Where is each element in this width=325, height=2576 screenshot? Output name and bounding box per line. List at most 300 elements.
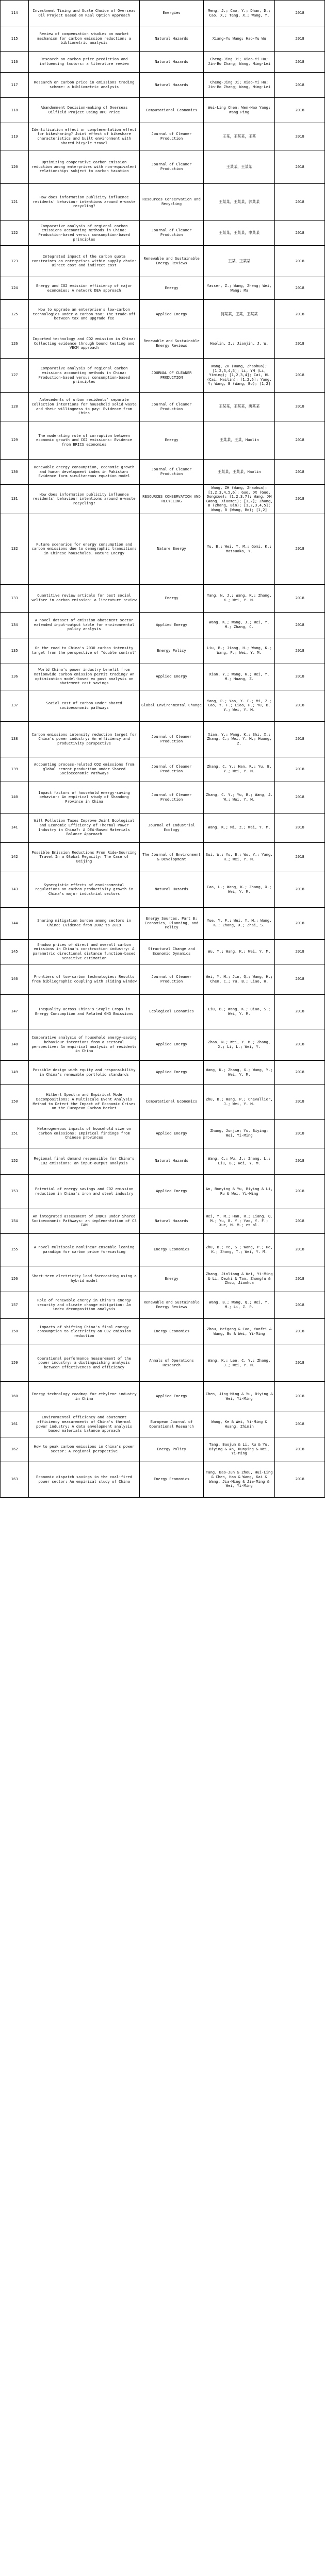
- journal-name: European Journal of Operational Research: [139, 1412, 203, 1437]
- journal-name: Energy: [139, 421, 203, 460]
- journal-name: Applied Energy: [139, 1381, 203, 1412]
- paper-title: Integrated impact of the carbon quota constraints on enterprises within supply chain: Direct cost and indirect cost: [29, 246, 140, 277]
- publication-year: 2018: [275, 1266, 325, 1292]
- table-row: [1, 1292, 325, 1318]
- table-row: [1, 782, 325, 813]
- publication-year: 2018: [275, 1060, 325, 1084]
- paper-title: Shadow prices of direct and overall carbon emissions in China's construction industry: A parametric directional distance function-based sensitive estimation: [29, 939, 140, 964]
- paper-title: Economic dispatch savings in the coal-fired power sector: An empirical study of China: [29, 1462, 140, 1497]
- publication-year: 2018: [275, 359, 325, 393]
- journal-name: Energies: [139, 1, 203, 26]
- row-number: 141: [1, 813, 29, 842]
- table-row: [1, 73, 325, 98]
- author-list: Liu, B.; Wang, K.; Qiao, S.; Wei, Y. M.: [204, 994, 275, 1029]
- journal-name: Structural Change and Economic Dynamics: [139, 939, 203, 964]
- publication-year: 2018: [275, 690, 325, 721]
- table-row: [1, 1462, 325, 1497]
- journal-name: Natural Hazards: [139, 26, 203, 52]
- row-number: 156: [1, 1266, 29, 1292]
- publication-year: 2018: [275, 246, 325, 277]
- author-list: Yasser, Z.; Wang, Zheng; Wei, Wang; Ma: [204, 277, 275, 300]
- paper-title: Comparative analysis of household energy-saving behaviour intentions from a sectoral perspective: An empirical analysis of residents in China: [29, 1029, 140, 1060]
- publication-year: 2018: [275, 98, 325, 123]
- journal-name: Ecological Economics: [139, 994, 203, 1029]
- paper-title: A novel dataset of emission abatement sector extended input-output table for environmental policy analysis: [29, 612, 140, 638]
- paper-title: A novel multiscale nonlinear ensemble leaning paradigm for carbon price forecasting: [29, 1233, 140, 1266]
- row-number: 114: [1, 1, 29, 26]
- row-number: 142: [1, 842, 29, 872]
- paper-title: Abandonment Decision-making of Overseas Oilfield Project Using RPO Price: [29, 98, 140, 123]
- publication-year: 2018: [275, 1174, 325, 1209]
- journal-name: Applied Energy: [139, 1119, 203, 1148]
- publication-year: 2018: [275, 485, 325, 514]
- paper-title: Social cost of carbon under shared socioeconomic pathways: [29, 690, 140, 721]
- row-number: 124: [1, 277, 29, 300]
- publication-year: 2018: [275, 1318, 325, 1345]
- author-list: Zhao, N.; Wei, Y. M.; Zhang, X.; Li, L.; Wei, Y.: [204, 1029, 275, 1060]
- paper-title: Future scenarios for energy consumption and carbon emissions due to demographic transitions in Chinese households. Nature Energy: [29, 514, 140, 584]
- journal-name: Journal of Cleaner Production: [139, 221, 203, 246]
- paper-title: Energy technology roadmap for ethylene industry in China: [29, 1381, 140, 1412]
- journal-name: Energy: [139, 1266, 203, 1292]
- paper-title: Synergistic effects of environmental regulations on carbon productivity growth in China's major industrial sectors: [29, 872, 140, 907]
- table-row: [1, 300, 325, 329]
- paper-title: Antecedents of urban residents' separate collection intentions for household solid waste and their willingness to pay: Evidence from China: [29, 393, 140, 421]
- paper-title: Carbon emissions intensity reduction target for China's power industry: An efficiency and productivity perspective: [29, 721, 140, 757]
- row-number: 143: [1, 872, 29, 907]
- journal-name: Renewable and Sustainable Energy Reviews: [139, 329, 203, 359]
- paper-title: Research on carbon price prediction and influencing factors: a literature review: [29, 52, 140, 73]
- table-row: [1, 1209, 325, 1233]
- paper-title: How to upgrade an enterprise's low-carbon technologies under a carbon tax: The trade-off between tax and upgrade fee: [29, 300, 140, 329]
- publication-year: 2018: [275, 73, 325, 98]
- row-number: 161: [1, 1412, 29, 1437]
- journal-name: Journal of Cleaner Production: [139, 782, 203, 813]
- row-number: 163: [1, 1462, 29, 1497]
- table-body: [1, 1, 325, 1498]
- row-number: 159: [1, 1345, 29, 1381]
- row-number: 120: [1, 150, 29, 184]
- row-number: 138: [1, 721, 29, 757]
- table-row: [1, 1266, 325, 1292]
- journal-name: JOURNAL OF CLEANER PRODUCTION: [139, 359, 203, 393]
- author-list: Xian, Y.; Wang, K.; Wei, Y. M.; Huang, Z.: [204, 664, 275, 690]
- journal-name: Applied Energy: [139, 1174, 203, 1209]
- publication-year: 2018: [275, 1, 325, 26]
- row-number: 117: [1, 73, 29, 98]
- table-row: [1, 1437, 325, 1462]
- author-list: Wei, Y. M.; Jin, Q.; Wang, H.; Chen, C.; Yu, B.; Liao, H.: [204, 964, 275, 994]
- table-row: [1, 1084, 325, 1119]
- table-row: [1, 460, 325, 485]
- publication-year: 2018: [275, 1209, 325, 1233]
- paper-title: Comparative analysis of regional carbon emissions accounting methods in China: Production-based versus consumption-based principles: [29, 359, 140, 393]
- journal-name: Nature Energy: [139, 514, 203, 584]
- publication-year: 2018: [275, 1292, 325, 1318]
- row-number: 144: [1, 907, 29, 939]
- journal-name: The Journal of Environment & Development: [139, 842, 203, 872]
- journal-name: Applied Energy: [139, 1029, 203, 1060]
- journal-name: Computational Economics: [139, 98, 203, 123]
- paper-title: Impact factors of household energy-saving behavior: An empirical study of Shandong Province in China: [29, 782, 140, 813]
- table-row: [1, 757, 325, 782]
- table-row: [1, 1345, 325, 1381]
- row-number: 151: [1, 1119, 29, 1148]
- publication-year: 2018: [275, 1084, 325, 1119]
- paper-title: Sharing mitigation burden among sectors in China: Evidence from 2002 to 2019: [29, 907, 140, 939]
- journal-name: Journal of Cleaner Production: [139, 964, 203, 994]
- author-list: 王某，王某某，王某: [204, 123, 275, 150]
- paper-title: World China's power industry benefit from nationwide carbon emission permit trading? An optimization model-based ex post analysis on abatement cost savings: [29, 664, 140, 690]
- publication-year: 2018: [275, 1233, 325, 1266]
- row-number: 157: [1, 1292, 29, 1318]
- table-row: [1, 842, 325, 872]
- publication-year: 2018: [275, 1381, 325, 1412]
- table-row: [1, 964, 325, 994]
- table-row: [1, 690, 325, 721]
- author-list: Zhou, Meigang & Cao, Yunfei & Wang, Bo & Wei, Yi-Ming: [204, 1318, 275, 1345]
- publication-year: 2018: [275, 221, 325, 246]
- row-number: 135: [1, 638, 29, 664]
- table-row: [1, 1029, 325, 1060]
- publication-year: 2018: [275, 26, 325, 52]
- publication-year: 2018: [275, 1345, 325, 1381]
- table-row: [1, 1060, 325, 1084]
- author-list: 王某，王某某: [204, 246, 275, 277]
- author-list: Meng, J.; Cao, Y.; Dhan, D.; Cao, X.; Teng, X.; Wang, Y.: [204, 1, 275, 26]
- author-list: 何某某，王某，王某某: [204, 300, 275, 329]
- author-list: Chen, Jing-Ming & Yu, Biying & Wei, Yi-Ming: [204, 1381, 275, 1412]
- author-list: Tang, Baojun & Li, Ru & Yu, Biying & An, Runying & Wei, Yi-Ming: [204, 1437, 275, 1462]
- publication-year: 2018: [275, 638, 325, 664]
- row-number: 158: [1, 1318, 29, 1345]
- journal-name: Journal of Cleaner Production: [139, 150, 203, 184]
- table-row: [1, 359, 325, 393]
- journal-name: Renewable and Sustainable Energy Reviews: [139, 246, 203, 277]
- row-number: 122: [1, 221, 29, 246]
- paper-title: Energy and CO2 emission efficiency of major economies: A network DEA approach: [29, 277, 140, 300]
- table-row: [1, 1, 325, 26]
- paper-title: Renewable energy consumption, economic growth and human development index in Pakistan: Evidence form simultaneous equation model: [29, 460, 140, 485]
- publication-year: 2018: [275, 1412, 325, 1437]
- author-list: Wang, ZH (Wang, Zhaohua); [1,2,3,4,5]; Li, YM (Li, Yiming); [1,2,3,4]; Cai, HL (Cai, Hailin); [1,2,6]; Yang, Y; Wang, B (Wang, Bo); [1,2]: [204, 359, 275, 393]
- journal-name: Energy Economics: [139, 1462, 203, 1497]
- journal-name: Global Environmental Change: [139, 690, 203, 721]
- table-row: [1, 721, 325, 757]
- publication-year: 2018: [275, 872, 325, 907]
- table-row: [1, 813, 325, 842]
- journal-name: Journal of Industrial Ecology: [139, 813, 203, 842]
- journal-name: Energy Policy: [139, 1437, 203, 1462]
- author-list: Liu, B.; Jiang, H.; Wang, K.; Wang, P.; Wei, Y. M.: [204, 638, 275, 664]
- row-number: 123: [1, 246, 29, 277]
- author-list: Wang, K.; Lee, C. Y.; Zhang, J.; Wei, Y. M.: [204, 1345, 275, 1381]
- paper-title: Heterogeneous impacts of household size on carbon emissions: Empirical findings from Chinese provinces: [29, 1119, 140, 1148]
- row-number: 127: [1, 359, 29, 393]
- paper-title: Hilbert Spectra and Empirical Mode Decompositions: A Multiscale Event Analysis Method to Detect the Impact of Economic Crises on the European Carbon Market: [29, 1084, 140, 1119]
- publication-year: 2018: [275, 300, 325, 329]
- table-row: [1, 421, 325, 460]
- paper-title: How does information publicity influence residents' behaviour intentions around e-waste recycling?: [29, 184, 140, 221]
- journal-name: Energy Policy: [139, 638, 203, 664]
- paper-title: How does information publicity influence residents' behaviour intentions around e-waste recycling?: [29, 485, 140, 514]
- journal-name: Natural Hazards: [139, 1209, 203, 1233]
- author-list: Yang, N. J.; Wang, K.; Zhang, X.; Wei, Y. M.: [204, 584, 275, 612]
- row-number: 150: [1, 1084, 29, 1119]
- journal-name: Natural Hazards: [139, 73, 203, 98]
- row-number: 132: [1, 514, 29, 584]
- paper-title: Review of compensation studies on market mechanism for carbon emission reduction: a bibliometric analysis: [29, 26, 140, 52]
- table-row: [1, 1233, 325, 1266]
- row-number: 139: [1, 757, 29, 782]
- table-row: [1, 221, 325, 246]
- paper-title: Will Pollution Taxes Improve Joint Ecological and Economic Efficiency of Thermal Power Industry in China?: A DEA-Based Materials Balance Approach: [29, 813, 140, 842]
- author-list: Zhang, C. Y.; Han, R.; Yu, B. Y.; Wei, Y. M.: [204, 757, 275, 782]
- publication-year: 2018: [275, 514, 325, 584]
- author-list: An, Runying & Yu, Biying & Li, Ru & Wei, Yi-Ming: [204, 1174, 275, 1209]
- author-list: Yang, P.; Yao, Y. F.; Mi, Z.; Cao, Y. F.; Liao, H.; Yu, B. Y.; Wei, Y. M.: [204, 690, 275, 721]
- paper-title: Operational performance measurement of the power industry: a distinguishing analysis between effectiveness and efficiency: [29, 1345, 140, 1381]
- journal-name: Journal of Cleaner Production: [139, 123, 203, 150]
- author-list: 王某某，王某某，申某某: [204, 221, 275, 246]
- journal-name: Applied Energy: [139, 300, 203, 329]
- journal-name: Computational Economics: [139, 1084, 203, 1119]
- journal-name: Applied Energy: [139, 1060, 203, 1084]
- journal-name: Applied Energy: [139, 612, 203, 638]
- author-list: Wang, K.; Zhang, X.; Wang, Y.; Wei, Y. M.: [204, 1060, 275, 1084]
- publication-year: 2018: [275, 1437, 325, 1462]
- publication-year: 2018: [275, 1029, 325, 1060]
- author-list: Wang, C.; Wu, J.; Zhang, L.; Liu, B.; Wei, Y. M.: [204, 1148, 275, 1174]
- table-row: [1, 52, 325, 73]
- paper-title: Frontiers of low-carbon technologies: Results from bibliographic coupling with sliding window: [29, 964, 140, 994]
- paper-title: Short-term electricity load forecasting using a hybrid model: [29, 1266, 140, 1292]
- publication-year: 2018: [275, 584, 325, 612]
- row-number: 130: [1, 460, 29, 485]
- publication-year: 2018: [275, 1462, 325, 1497]
- journal-name: Journal of Cleaner Production: [139, 460, 203, 485]
- paper-title: Optimizing cooperative carbon emission reduction among enterprises with non-equivalent relationships subject to carbon taxation: [29, 150, 140, 184]
- author-list: Yu, B.; Wei, Y. M.; Gomi, K.; Matsuoka, Y.: [204, 514, 275, 584]
- journal-name: Applied Energy: [139, 664, 203, 690]
- row-number: 115: [1, 26, 29, 52]
- publication-year: 2018: [275, 184, 325, 221]
- publication-year: 2018: [275, 1119, 325, 1148]
- table-row: [1, 664, 325, 690]
- journal-name: Natural Hazards: [139, 872, 203, 907]
- publication-year: 2018: [275, 813, 325, 842]
- journal-name: Energy Economics: [139, 1233, 203, 1266]
- publication-year: 2018: [275, 782, 325, 813]
- author-list: 王某某，王某某，郭某某: [204, 184, 275, 221]
- row-number: 154: [1, 1209, 29, 1233]
- author-list: Cheng-Jing Ji; Xiao-Yi Hu; Jin-Bo Zhang; Wang, Ming-Lei: [204, 73, 275, 98]
- table-row: [1, 1381, 325, 1412]
- publication-year: 2018: [275, 1148, 325, 1174]
- publication-year: 2018: [275, 612, 325, 638]
- table-row: [1, 514, 325, 584]
- table-row: [1, 612, 325, 638]
- paper-title: Potential of energy savings and CO2 emission reduction in China's iron and steel industry: [29, 1174, 140, 1209]
- publication-year: 2018: [275, 277, 325, 300]
- journal-name: Natural Hazards: [139, 52, 203, 73]
- publication-year: 2018: [275, 842, 325, 872]
- table-row: [1, 994, 325, 1029]
- publication-year: 2018: [275, 664, 325, 690]
- paper-title: The moderating role of corruption between economic growth and CO2 emissions: Evidence from BRICS economies: [29, 421, 140, 460]
- row-number: 121: [1, 184, 29, 221]
- row-number: 133: [1, 584, 29, 612]
- table-row: [1, 1412, 325, 1437]
- journal-name: Journal of Cleaner Production: [139, 393, 203, 421]
- row-number: 136: [1, 664, 29, 690]
- table-row: [1, 638, 325, 664]
- author-list: Xian, Y.; Wang, K.; Shi, X.; Zhang, C.; Wei, Y. M.; Huang, Z.: [204, 721, 275, 757]
- publication-year: 2018: [275, 52, 325, 73]
- publication-year: 2018: [275, 329, 325, 359]
- publication-year: 2018: [275, 123, 325, 150]
- table-row: [1, 1119, 325, 1148]
- paper-title: Investment Timing and Scale Choice of Overseas Oil Project Based on Real Option Approach: [29, 1, 140, 26]
- author-list: Zhang, Junjie; Yu, Biying; Wei, Yi-Ming: [204, 1119, 275, 1148]
- table-row: [1, 485, 325, 514]
- paper-title: Possible Emission Reductions From Ride-Sourcing Travel In a Global Megacity: The Case of Beijing: [29, 842, 140, 872]
- paper-title: Identification effect or complementation effect for bikesharing? Joint effect of bikeshare characteristics and built environment with shared bicycle travel: [29, 123, 140, 150]
- author-list: Wang, K.; Mi, Z.; Wei, Y. M.: [204, 813, 275, 842]
- row-number: 149: [1, 1060, 29, 1084]
- paper-title: Role of renewable energy in China's energy security and climate change mitigation: An index decomposition analysis: [29, 1292, 140, 1318]
- paper-title: On the road to China's 2030 carbon intensity target from the perspective of "double control": [29, 638, 140, 664]
- paper-title: An integrated assessment of INDCs under Shared Socioeconomic Pathways: an implementation of C3 IAM: [29, 1209, 140, 1233]
- row-number: 145: [1, 939, 29, 964]
- author-list: Wang, B.; Wang, Q.; Wei, Y. M.; Li, Z. P.: [204, 1292, 275, 1318]
- author-list: Zhang, Jinliang & Wei, Yi-Ming & Li, Dezhi & Tan, Zhongfu & Zhou, Jianhua: [204, 1266, 275, 1292]
- table-row: [1, 98, 325, 123]
- author-list: Wang, K.; Wang, J.; Wei, Y. M.; Zhang, C.: [204, 612, 275, 638]
- row-number: 131: [1, 485, 29, 514]
- publication-year: 2018: [275, 421, 325, 460]
- publication-year: 2018: [275, 907, 325, 939]
- paper-title: Possible design with equity and responsibility in China's renewable portfolio standards: [29, 1060, 140, 1084]
- author-list: Xiang-Yu Wang; Hao-Yu Wu: [204, 26, 275, 52]
- paper-title: Research on carbon price in emissions trading scheme: a bibliometric analysis: [29, 73, 140, 98]
- author-list: Tang, Bao-Jun & Zhou, Hui-Ling & Chen, Hao & Wang, Kai & Wang, Jia-Ming & Jie-Ming & Wei, Yi-Ming: [204, 1462, 275, 1497]
- author-list: 王某某，王某某，唐某某: [204, 393, 275, 421]
- journal-name: Energy Sources, Part B: Economics, Planning, and Policy: [139, 907, 203, 939]
- paper-title: Impacts of shifting China's final energy consumption to electricity on CO2 emission reduction: [29, 1318, 140, 1345]
- author-list: Wang, Ke & Wei, Yi-Ming & Huang, Zhimin: [204, 1412, 275, 1437]
- row-number: 155: [1, 1233, 29, 1266]
- author-list: Haolin, Z.; Jianjin, J. W.: [204, 329, 275, 359]
- author-list: Wu, Y.; Wang, K.; Wei, Y. M.: [204, 939, 275, 964]
- table-row: [1, 907, 325, 939]
- row-number: 147: [1, 994, 29, 1029]
- paper-title: Environmental efficiency and abatement efficiency measurements of China's thermal power industry: A data envelopment analysis based materials balance approach: [29, 1412, 140, 1437]
- paper-title: Accounting process-related CO2 emissions from global cement production under Shared Socioeconomic Pathways: [29, 757, 140, 782]
- publication-year: 2018: [275, 757, 325, 782]
- author-list: Wei, Y. M.; Han, R.; Liang, Q. M.; Yu, B. Y.; Yao, Y. F.; Xue, M. M.; et al.: [204, 1209, 275, 1233]
- table-row: [1, 584, 325, 612]
- journal-name: Annals of Operations Research: [139, 1345, 203, 1381]
- row-number: 129: [1, 421, 29, 460]
- author-list: Cao, L.; Wang, K.; Zhang, X.; Wei, Y. M.: [204, 872, 275, 907]
- row-number: 125: [1, 300, 29, 329]
- row-number: 126: [1, 329, 29, 359]
- journal-name: Energy Economics: [139, 1318, 203, 1345]
- table-row: [1, 246, 325, 277]
- journal-name: Journal of Cleaner Production: [139, 757, 203, 782]
- table-row: [1, 393, 325, 421]
- table-row: [1, 277, 325, 300]
- journal-name: Renewable and Sustainable Energy Reviews: [139, 1292, 203, 1318]
- row-number: 128: [1, 393, 29, 421]
- paper-title: Inequality across China's Staple Crops in Energy Consumption and Related GHG Emissions: [29, 994, 140, 1029]
- table-row: [1, 26, 325, 52]
- publication-year: 2018: [275, 150, 325, 184]
- author-list: 王某某，王某某: [204, 150, 275, 184]
- row-number: 152: [1, 1148, 29, 1174]
- journal-name: Resources Conservation and Recycling: [139, 184, 203, 221]
- table-row: [1, 150, 325, 184]
- publication-year: 2018: [275, 964, 325, 994]
- row-number: 119: [1, 123, 29, 150]
- table-row: [1, 1318, 325, 1345]
- row-number: 153: [1, 1174, 29, 1209]
- author-list: Zhu, B.; Wang, P.; Chevallier, J.; Wei, Y. M.: [204, 1084, 275, 1119]
- publication-year: 2018: [275, 721, 325, 757]
- paper-title: Quantitive review articals for best social welfare in carbon emission: a literature review: [29, 584, 140, 612]
- journal-name: RESOURCES CONSERVATION AND RECYCLING: [139, 485, 203, 514]
- row-number: 146: [1, 964, 29, 994]
- row-number: 134: [1, 612, 29, 638]
- row-number: 148: [1, 1029, 29, 1060]
- paper-title: How to peak carbon emissions in China's power sector: A regional perspective: [29, 1437, 140, 1462]
- row-number: 116: [1, 52, 29, 73]
- author-list: Zhu, B.; Ye, S.; Wang, P.; He, K.; Zhang, T.; Wei, Y. M.: [204, 1233, 275, 1266]
- table-row: [1, 1148, 325, 1174]
- row-number: 140: [1, 782, 29, 813]
- table-row: [1, 939, 325, 964]
- author-list: 王某某，王某某，Haolin: [204, 460, 275, 485]
- journal-name: Journal of Cleaner Production: [139, 721, 203, 757]
- table-row: [1, 1174, 325, 1209]
- table-row: [1, 184, 325, 221]
- author-list: Sui, W.; Yu, B.; Wu, Y.; Yang, H.; Wei, Y. M.: [204, 842, 275, 872]
- author-list: 王某某，王某，Haolin: [204, 421, 275, 460]
- table-row: [1, 329, 325, 359]
- publication-year: 2018: [275, 939, 325, 964]
- author-list: Wang, ZH (Wang, Zhaohua); [1,2,3,4,5,6]; Guo, DX (Guo, Dongxue); [1,2,3,7]; Wang, XM (Wang, Xiaomei); [1,2]; Zhang, B (Zhang, Bin); [1,2,3,4,5]; Wang, B (Wang, Bo); [1,2]: [204, 485, 275, 514]
- author-list: Cheng-Jing Ji; Xiao-Yi Hu; Jin-Bo Zhang; Wang, Ming-Lei: [204, 52, 275, 73]
- publication-year: 2018: [275, 460, 325, 485]
- paper-title: Regional final demand responsible for China's CO2 emissions: an input-output analysis: [29, 1148, 140, 1174]
- author-list: Wei-Ling Chen; Wen-Hao Yang; Wang Ping: [204, 98, 275, 123]
- row-number: 137: [1, 690, 29, 721]
- publication-year: 2018: [275, 393, 325, 421]
- author-list: Yue, Y. F.; Wei, Y. M.; Wang, K.; Zhang, X.; Zhai, S.: [204, 907, 275, 939]
- paper-title: Imported technology and CO2 emission in China: Collecting evidence through bound testing and VECM approach: [29, 329, 140, 359]
- row-number: 160: [1, 1381, 29, 1412]
- publication-year: 2018: [275, 994, 325, 1029]
- paper-title: Comparative analysis of regional carbon emissions accounting methods in China: Production-based versus consumption-based principles: [29, 221, 140, 246]
- row-number: 162: [1, 1437, 29, 1462]
- journal-name: Energy: [139, 277, 203, 300]
- journal-name: Energy: [139, 584, 203, 612]
- table-row: [1, 872, 325, 907]
- row-number: 118: [1, 98, 29, 123]
- author-list: Zhang, C. Y.; Yu, B.; Wang, J. W.; Wei, Y. M.: [204, 782, 275, 813]
- journal-name: Natural Hazards: [139, 1148, 203, 1174]
